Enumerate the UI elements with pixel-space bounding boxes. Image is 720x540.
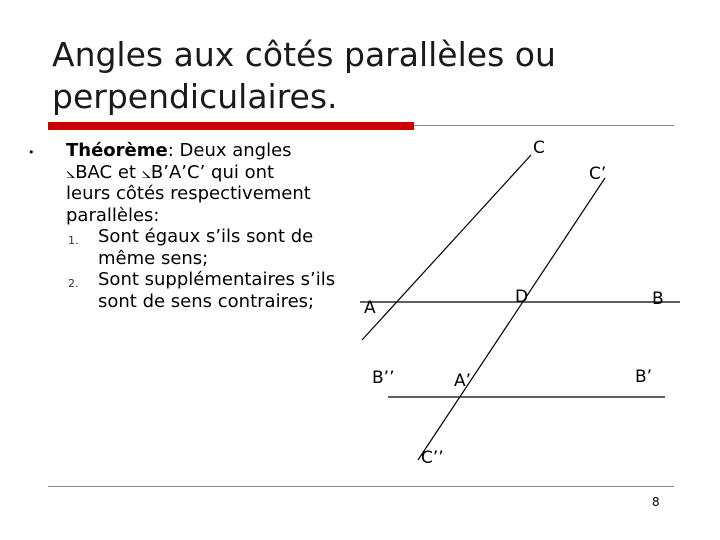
angle-2: B’A’C’ [150,161,206,183]
label-B-double-prime: B’’ [372,368,395,388]
label-C-double-prime: C’’ [421,448,444,468]
angle-1: BAC [75,161,113,183]
label-A: A [364,298,376,318]
title-line-2: perpendiculaires. [52,77,338,116]
bullet-marker: • [28,146,35,159]
label-A-prime: A’ [454,371,472,391]
list-text: Sont égaux s’ils sont de même sens; [98,226,314,269]
theorem-line-4: parallèles: [66,204,160,226]
label-D: D [515,287,529,307]
list-text: Sont supplémentaires s’ils sont de sens contraires; [98,269,336,312]
and-word: et [112,161,142,183]
footer-rule [48,486,674,487]
label-B-prime: B’ [635,367,653,387]
list-number: 1. [68,234,79,247]
theorem-intro-b: qui ont [205,161,275,183]
theorem-line-3: leurs côtés respectivement [66,183,311,204]
theorem-intro-a: : Deux angles [167,140,292,161]
angle-icon: ⦣ [141,162,151,182]
theorem-label: Théorème [66,140,168,161]
label-C: C [533,138,545,158]
title-line-1: Angles aux côtés parallèles ou [52,35,556,74]
line-Cpp-Cp [418,178,605,460]
label-C-prime: C’ [589,164,607,184]
line-AC [362,155,531,340]
label-B: B [652,289,664,309]
page-number: 8 [652,495,660,509]
angle-icon: ⦣ [66,162,76,182]
list-number: 2. [68,277,79,290]
